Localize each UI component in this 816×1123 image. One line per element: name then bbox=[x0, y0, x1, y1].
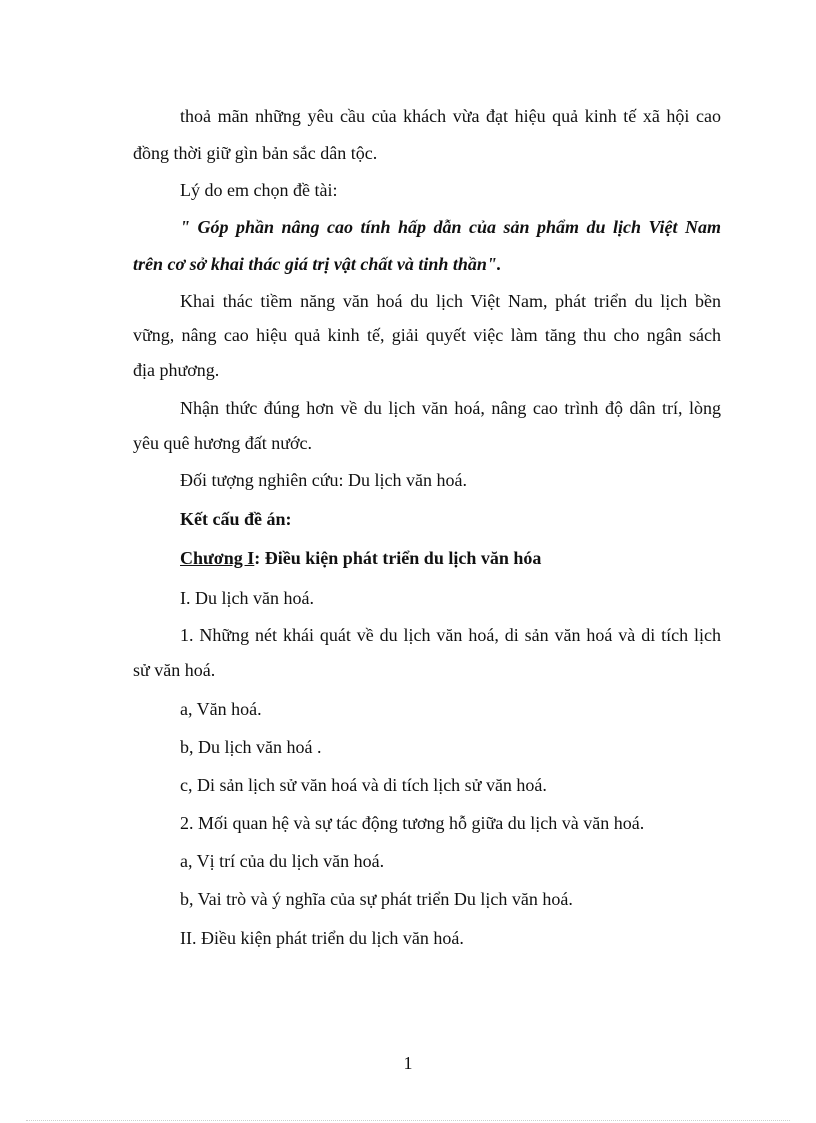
paragraph-line: vững, nâng cao hiệu quả kinh tế, giải quyết việc làm tăng thu cho ngân sách bbox=[133, 325, 721, 345]
outline-item: b, Vai trò và ý nghĩa của sự phát triển Du lịch văn hoá. bbox=[180, 889, 573, 909]
paragraph-line: thoả mãn những yêu cầu của khách vừa đạt hiệu quả kinh tế xã hội cao bbox=[180, 106, 721, 126]
paragraph-line: Khai thác tiềm năng văn hoá du lịch Việt Nam, phát triển du lịch bền bbox=[180, 291, 721, 311]
page-break-divider bbox=[26, 1120, 790, 1121]
topic-title-line: trên cơ sở khai thác giá trị vật chất và tinh thần". bbox=[133, 254, 502, 274]
paragraph-line: Lý do em chọn đề tài: bbox=[180, 180, 338, 200]
outline-item: sử văn hoá. bbox=[133, 660, 216, 680]
structure-heading: Kết cấu đề án: bbox=[180, 509, 292, 529]
paragraph-line: đồng thời giữ gìn bản sắc dân tộc. bbox=[133, 143, 378, 163]
paragraph-line: địa phương. bbox=[133, 360, 220, 380]
outline-item: II. Điều kiện phát triển du lịch văn hoá. bbox=[180, 928, 464, 948]
page-number: 1 bbox=[403, 1053, 413, 1073]
outline-item: I. Du lịch văn hoá. bbox=[180, 588, 314, 608]
topic-title-line: " Góp phần nâng cao tính hấp dẫn của sản phẩm du lịch Việt Nam bbox=[180, 217, 721, 237]
chapter-label: Chương I bbox=[180, 548, 255, 568]
outline-item: a, Văn hoá. bbox=[180, 699, 262, 719]
outline-item: a, Vị trí của du lịch văn hoá. bbox=[180, 851, 385, 871]
outline-item: 1. Những nét khái quát về du lịch văn hoá, di sản văn hoá và di tích lịch bbox=[180, 625, 721, 645]
paragraph-line: yêu quê hương đất nước. bbox=[133, 433, 313, 453]
paragraph-line: Nhận thức đúng hơn về du lịch văn hoá, nâng cao trình độ dân trí, lòng bbox=[180, 398, 721, 418]
outline-item: b, Du lịch văn hoá . bbox=[180, 737, 322, 757]
outline-item: 2. Mối quan hệ và sự tác động tương hỗ giữa du lịch và văn hoá. bbox=[180, 813, 645, 833]
chapter-title: Điều kiện phát triển du lịch văn hóa bbox=[260, 548, 542, 568]
chapter-colon: : bbox=[254, 548, 261, 568]
outline-item: c, Di sản lịch sử văn hoá và di tích lịch sử văn hoá. bbox=[180, 775, 547, 795]
paragraph-line: Đối tượng nghiên cứu: Du lịch văn hoá. bbox=[180, 470, 467, 490]
chapter-heading bbox=[180, 546, 541, 570]
